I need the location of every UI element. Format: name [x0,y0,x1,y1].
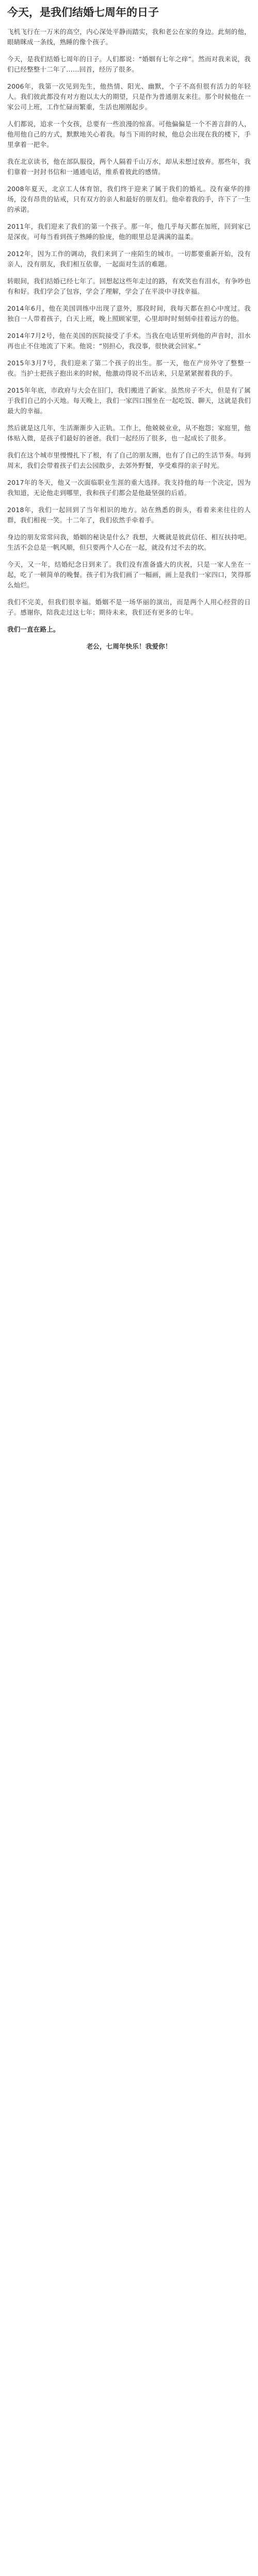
closing-line: 老公，七周年快乐！我爱你！ [86,642,172,650]
paragraph: 转眼间，我们结婚已经七年了。回想起这些年走过的路，有欢笑也有泪水，有争吵也有和好。我们学会了包容，学会了理解，学会了在平淡中寻找幸福。 [7,277,251,295]
article-body [7,27,251,652]
paragraph: 2017年的冬天，他又一次面临职业生涯的重大选择。我支持他的每一个决定，因为我知道，无论他走到哪里，我和孩子们都会是他最坚强的后盾。 [7,479,251,497]
paragraph: 2015年年底，市政府与大会在旧门，我们搬进了新家。虽然房子不大，但是有了属于我们自己的小天地。每天晚上，我们一家四口围坐在一起吃饭、聊天，这就是我们最大的幸福。 [7,386,251,415]
paragraph: 飞机飞行在一万米的高空，内心深处平静而踏实，我和老公在家的身边。此刻的他，眼睛眯成一条线，熟睡的像个孩子。 [7,28,251,46]
paragraph: 我们在这个城市里慢慢扎下了根，有了自己的朋友圈，也有了自己的生活节奏。每到周末，我们会带着孩子们去公园散步，去郊外野餐，享受难得的亲子时光。 [7,451,251,469]
article-title: 今天，是我们结婚七周年的日子 [7,6,159,19]
paragraph: 2006年，我第一次见到先生，他热情、阳光、幽默，个子不高但很有活力的年轻人。我们彼此都没有对方抱以太大的期望，只是作为普通朋友来往。那个时候他在一家公司上班，工作忙碌而繁重，生活也刚刚起步。 [7,82,251,111]
paragraph: 今天，又一年，结婚纪念日到来了。我们没有准备盛大的庆祝，只是一家人坐在一起，吃了一顿简单的晚餐。孩子们为我们画了一幅画，画上是我们一家四口，笑得那么灿烂。 [7,561,251,589]
paragraph-emphasis: 我们一直在路上。 [7,625,60,633]
paragraph: 今天，是我们结婚七周年的日子。人们都说：“婚姻有七年之痒”。然而对我来说，我们已经整整十二年了……回首，经历了很多。 [7,55,251,73]
paragraph: 2014年7月2号，他在美国的医院接受了手术。当我在电话里听到他的声音时，泪水再也止不住地流了下来。他说：“别担心，我没事，很快就会回家。” [7,332,251,350]
article [0,5,258,652]
paragraph: 然后就是这几年，生活渐渐步入正轨。工作上，他兢兢业业，从不抱怨；家庭里，他体贴入微，是孩子们最好的爸爸。我们一起经历了很多，也一起成长了很多。 [7,424,251,442]
paragraph: 2018年，我们一起回到了当年相识的地方。站在熟悉的街头，看着来来往往的人群，我们相视一笑。十二年了，我们依然手牵着手。 [7,506,251,524]
paragraph: 人们都说，追求一个女孩，总要有一些浪漫的惊喜。可他偏偏是一个不善言辞的人，他用他自己的方式，默默地关心着我。每当下雨的时候，他总会出现在我的楼下，手里拿着一把伞。 [7,120,251,148]
paragraph: 我们不完美，但我们很幸福。婚姻不是一场华丽的演出，而是两个人用心经营的日子。感谢你，陪我走过这七年；期待未来，我们还有更多的七年。 [7,598,251,616]
paragraph: 2011年，我们迎来了我们的第一个孩子。那一年，他几乎每天都在加班，回到家已是深夜。可每当看到孩子熟睡的脸庞，他的眼里总是满满的温柔。 [7,223,251,241]
paragraph: 2015年3月7号，我们迎来了第二个孩子的出生。那一天，他在产房外守了整整一夜。当护士把孩子抱出来的时候，他激动得说不出话来，只是紧紧握着我的手。 [7,359,251,377]
paragraph: 身边的朋友常常问我，婚姻的秘诀是什么？我想，大概就是彼此信任、相互扶持吧。生活不会总是一帆风顺，但只要两个人心在一起，就没有过不去的坎。 [7,533,251,551]
paragraph: 2012年，因为工作的调动，我们来到了一座陌生的城市。一切都要重新开始，没有亲人，没有朋友，我们相互依靠，一起面对生活的难题。 [7,250,251,268]
paragraph: 2014年6月，他在美国训练中出现了意外，那段时间，我每天都在担心中度过。我独自一人带着孩子，白天上班，晚上照顾家里，心里却时时刻刻牵挂着远方的他。 [7,304,251,323]
paragraph: 2008年夏天，北京工人体育馆，我们终于迎来了属于我们的婚礼。没有豪华的排场，没有昂贵的钻戒，只有双方的亲人和最好的朋友们。他牵着我的手，许下了一生的承诺。 [7,185,251,213]
paragraph: 我在北京读书，他在部队服役，两个人隔着千山万水，却从未想过放弃。那些年，我们靠着一封封书信和一通通电话，维系着彼此的感情。 [7,158,251,176]
